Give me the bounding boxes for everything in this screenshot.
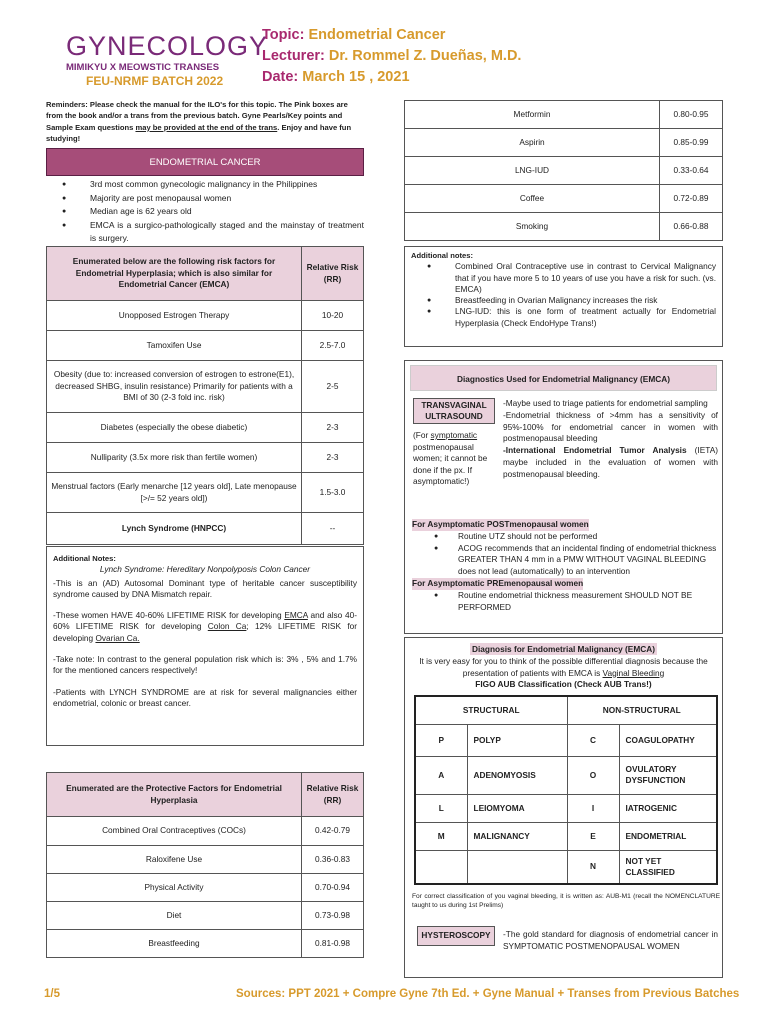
tvus-desc-3-rest: (IETA) maybe included in the evaluation of women with postmenopausal bleeding. bbox=[503, 445, 718, 479]
logo-subtitle: MIMIKYU X MEOWSTIC TRANSES bbox=[66, 62, 220, 73]
table-cell: 0.33-0.64 bbox=[660, 157, 723, 185]
figo-table bbox=[414, 695, 718, 885]
lynch-note-3: -Take note: In contrast to the general population risk which is: 3% , 5% and 1.7% for the mentioned cancers respectively! bbox=[53, 654, 357, 676]
protective-notes-box bbox=[404, 246, 723, 347]
figo-note: For correct classification of you vaginal bleeding, it is written as: AUB-M1 (recall the NOMENCLATURE taught to us during 1st Prelims) bbox=[412, 893, 720, 909]
topic-value: Endometrial Cancer bbox=[308, 27, 446, 43]
table-cell: 1.5-3.0 bbox=[302, 473, 364, 513]
table-cell: Physical Activity bbox=[47, 874, 302, 902]
asym-pre-list bbox=[412, 590, 718, 614]
bullet-item: ● 3rd most common gynecologic malignancy in the Philippines bbox=[46, 178, 364, 192]
figo-heading: FIGO AUB Classification (Check AUB Trans!) bbox=[475, 679, 652, 690]
list-item: ● LNG-IUD: this is one form of treatment actually for Endometrial Hyperplasia (Check EndoHype Trans!) bbox=[411, 306, 716, 329]
table-cell: Aspirin bbox=[405, 129, 660, 157]
bullet-item: ● Median age is 62 years old bbox=[46, 205, 364, 219]
tvus-note-underlined: symptomatic bbox=[430, 430, 478, 440]
table-cell: COAGULOPATHY bbox=[619, 724, 717, 756]
risk-factor-table bbox=[46, 246, 364, 545]
table-cell: 2-3 bbox=[302, 413, 364, 443]
tvus-cell bbox=[413, 398, 495, 488]
logo-title: GYNECOLOGY bbox=[66, 31, 269, 61]
table-cell: 10-20 bbox=[302, 301, 364, 331]
table-cell: M bbox=[415, 822, 467, 850]
table-cell: 0.80-0.95 bbox=[660, 101, 723, 129]
figo-col-structural: STRUCTURAL bbox=[415, 696, 567, 724]
table-cell: I bbox=[567, 794, 619, 822]
table-cell: Breastfeeding bbox=[47, 930, 302, 958]
table-cell: 2-5 bbox=[302, 361, 364, 413]
table-cell: 0.81-0.98 bbox=[302, 930, 364, 958]
table-cell: MALIGNANCY bbox=[467, 822, 567, 850]
lynch-subtitle: Lynch Syndrome: Hereditary Nonpolyposis Colon Cancer bbox=[99, 564, 311, 575]
diagnosis-title: Diagnosis for Endometrial Malignancy (EMCA) bbox=[471, 644, 655, 654]
table-cell: -- bbox=[302, 513, 364, 545]
topic-label: Topic: bbox=[262, 27, 305, 43]
protective-factor-table bbox=[46, 772, 364, 958]
table-cell: LNG-IUD bbox=[405, 157, 660, 185]
table-cell: OVULATORY DYSFUNCTION bbox=[619, 756, 717, 794]
list-item: ● Routine UTZ should not be performed bbox=[412, 531, 718, 543]
figo-col-nonstructural: NON-STRUCTURAL bbox=[567, 696, 717, 724]
protective-notes-list bbox=[411, 261, 716, 329]
intro-bullets bbox=[46, 178, 364, 246]
tvus-desc-1: -Maybe used to triage patients for endometrial sampling bbox=[503, 398, 708, 408]
hysteroscopy-description: -The gold standard for diagnosis of endometrial cancer in SYMPTOMATIC POSTMENOPAUSAL WOMEN bbox=[503, 929, 718, 951]
date-label: Date: bbox=[262, 69, 299, 85]
tvus-note bbox=[413, 430, 495, 488]
table-cell: 0.72-0.89 bbox=[660, 185, 723, 213]
reminder-part2: . Enjoy and have fun studying! bbox=[46, 122, 352, 143]
lynch-note-1: -This is an (AD) Autosomal Dominant type of heritable cancer susceptibility syndrome caused by DNA Mismatch repair. bbox=[53, 577, 357, 599]
lynch-note-2c: ; 12% LIFETIME RISK for developing bbox=[53, 621, 357, 643]
table-cell: A bbox=[415, 756, 467, 794]
table-cell: 0.42-0.79 bbox=[302, 817, 364, 846]
notes-label: Additional Notes: bbox=[53, 554, 116, 563]
asym-pre-heading: For Asymptomatic PREmenopausal women bbox=[412, 577, 584, 588]
asym-post-block bbox=[412, 519, 718, 613]
list-item: ● ACOG recommends that an incidental finding of endometrial thickness GREATER THAN 4 mm in a PMW WITHOUT VAGINAL BLEEDING does not lead (automatically) to an intervention bbox=[412, 543, 718, 578]
diagnosis-box bbox=[404, 637, 723, 978]
table-cell: 0.85-0.99 bbox=[660, 129, 723, 157]
date-value: March 15 , 2021 bbox=[302, 69, 410, 85]
table-cell: 0.66-0.88 bbox=[660, 213, 723, 241]
risk-table-header-factor: Enumerated below are the following risk factors for Endometrial Hyperplasia; which is also similar for Endometrial Cancer (EMCA) bbox=[47, 247, 302, 301]
asym-post-list bbox=[412, 531, 718, 578]
reminder-underlined: may be provided at the end of the trans bbox=[135, 122, 278, 132]
table-cell: N bbox=[567, 850, 619, 884]
table-cell: Lynch Syndrome (HNPCC) bbox=[47, 513, 302, 545]
table-cell: Menstrual factors (Early menarche [12 years old], Late menopause [>/= 52 years old]) bbox=[47, 473, 302, 513]
lecturer-line bbox=[262, 46, 521, 67]
footer-sources: Sources: PPT 2021 + Compre Gyne 7th Ed. + Gyne Manual + Transes from Previous Batches bbox=[236, 988, 740, 1000]
section-title: ENDOMETRIAL CANCER bbox=[46, 148, 364, 176]
table-cell: Diet bbox=[47, 902, 302, 930]
table-cell: IATROGENIC bbox=[619, 794, 717, 822]
diagnosis-text-a: It is very easy for you to think of the possible differential diagnosis because the presentation of patients with EMCA is bbox=[419, 655, 708, 678]
tvus-label: TRANSVAGINAL ULTRASOUND bbox=[413, 398, 495, 424]
table-cell: E bbox=[567, 822, 619, 850]
diagnosis-text-underlined: Vaginal Bleeding bbox=[602, 667, 665, 678]
reminder-part1: Reminders: Please check the manual for the ILO's for this topic. The Pink boxes are from the book and/or a trans from the previous batch. Gyne Pearls/Key points and Sample Exam questions bbox=[46, 100, 348, 132]
table-cell: Raloxifene Use bbox=[47, 846, 302, 874]
lynch-note-2a: -These women HAVE 40-60% LIFETIME RISK for developing bbox=[53, 610, 285, 621]
lynch-note-4: -Patients with LYNCH SYNDROME are at risk for several malignancies either endometrial, colonic or breast cancer. bbox=[53, 686, 357, 708]
diagnosis-title-row bbox=[405, 644, 722, 656]
table-cell: 0.73-0.98 bbox=[302, 902, 364, 930]
tvus-description bbox=[503, 398, 718, 481]
table-cell: 2.5-7.0 bbox=[302, 331, 364, 361]
lecturer-value: Dr. Rommel Z. Dueñas, M.D. bbox=[328, 48, 522, 64]
logo-batch: FEU-NRMF BATCH 2022 bbox=[86, 74, 224, 88]
bullet-item: ● Majority are post menopausal women bbox=[46, 192, 364, 206]
table-cell: P bbox=[415, 724, 467, 756]
table-cell: 0.70-0.94 bbox=[302, 874, 364, 902]
lynch-notes-box bbox=[46, 546, 364, 746]
page-number: 1/5 bbox=[44, 988, 60, 1000]
notes-label: Additional notes: bbox=[411, 251, 474, 260]
table-cell: O bbox=[567, 756, 619, 794]
reminder-text bbox=[46, 99, 364, 144]
diagnosis-text bbox=[405, 656, 722, 680]
bullet-item: ● EMCA is a surgico-pathologically staged and the mainstay of treatment is surgery. bbox=[46, 219, 364, 246]
document-header bbox=[262, 25, 521, 88]
topic-line bbox=[262, 25, 521, 46]
tvus-desc-3 bbox=[503, 445, 718, 480]
list-item: ● Routine endometrial thickness measurement SHOULD NOT BE PERFORMED bbox=[412, 590, 718, 614]
table-cell: Obesity (due to: increased conversion of estrogen to estrone(E1), decreased SHBG, insulin resistance) Primarily for patients with a BMI of 30 (2-3 fold inc. risk) bbox=[47, 361, 302, 413]
tvus-desc-3-bold: -International Endometrial Tumor Analysis bbox=[503, 445, 687, 456]
table-cell: Combined Oral Contraceptives (COCs) bbox=[47, 817, 302, 846]
table-cell: LEIOMYOMA bbox=[467, 794, 567, 822]
diagnostics-box bbox=[404, 360, 723, 634]
lynch-note-2-colon: Colon Ca bbox=[207, 621, 247, 632]
table-cell: ADENOMYOSIS bbox=[467, 756, 567, 794]
table-cell: Tamoxifen Use bbox=[47, 331, 302, 361]
table-cell: NOT YET CLASSIFIED bbox=[619, 850, 717, 884]
table-cell: Coffee bbox=[405, 185, 660, 213]
table-cell: Smoking bbox=[405, 213, 660, 241]
table-cell: Unopposed Estrogen Therapy bbox=[47, 301, 302, 331]
protective-table-header-rr: Relative Risk (RR) bbox=[302, 773, 364, 817]
table-cell: L bbox=[415, 794, 467, 822]
logo bbox=[66, 31, 269, 96]
table-cell bbox=[467, 850, 567, 884]
lecturer-label: Lecturer: bbox=[262, 48, 325, 64]
lynch-note-2b: and also 40-60% LIFETIME RISK for developing bbox=[53, 610, 357, 632]
date-line bbox=[262, 67, 521, 88]
asym-post-heading: For Asymptomatic POSTmenopausal women bbox=[412, 519, 589, 529]
table-cell: 2-3 bbox=[302, 443, 364, 473]
protective-table-header-factor: Enumerated are the Protective Factors for Endometrial Hyperplasia bbox=[47, 773, 302, 817]
lynch-note-2 bbox=[53, 610, 357, 644]
lynch-note-2-emca: EMCA bbox=[284, 610, 308, 621]
lynch-note-2-ovarian: Ovarian Ca. bbox=[95, 632, 140, 643]
table-cell: POLYP bbox=[467, 724, 567, 756]
hysteroscopy-cell bbox=[415, 926, 497, 946]
list-item: ● Breastfeeding in Ovarian Malignancy increases the risk bbox=[411, 295, 716, 306]
risk-table-header-rr: Relative Risk (RR) bbox=[302, 247, 364, 301]
tvus-note-a: (For bbox=[413, 430, 431, 440]
tvus-desc-2: -Endometrial thickness of >4mm has a sensitivity of 95%-100% for endometrial cancer in women with postmenopausal bleeding bbox=[503, 409, 718, 444]
diagnostics-title: Diagnostics Used for Endometrial Malignancy (EMCA) bbox=[410, 365, 717, 391]
list-item: ● Combined Oral Contraceptive use in contrast to Cervical Malignancy that if you have more 5 to 10 years of use you have a risk for such. (vs. EMCA) bbox=[411, 261, 716, 295]
table-cell bbox=[415, 850, 467, 884]
hysteroscopy-label: HYSTEROSCOPY bbox=[417, 926, 494, 946]
table-cell: ENDOMETRIAL bbox=[619, 822, 717, 850]
tvus-note-b: postmenopausal women; it cannot be done if the px. If asymptomatic!) bbox=[413, 441, 488, 486]
table-cell: Metformin bbox=[405, 101, 660, 129]
table-cell: Diabetes (especially the obese diabetic) bbox=[47, 413, 302, 443]
table-cell: Nulliparity (3.5x more risk than fertile women) bbox=[47, 443, 302, 473]
table-cell: C bbox=[567, 724, 619, 756]
table-cell: 0.36-0.83 bbox=[302, 846, 364, 874]
protective-factor-table-continued bbox=[404, 100, 723, 241]
